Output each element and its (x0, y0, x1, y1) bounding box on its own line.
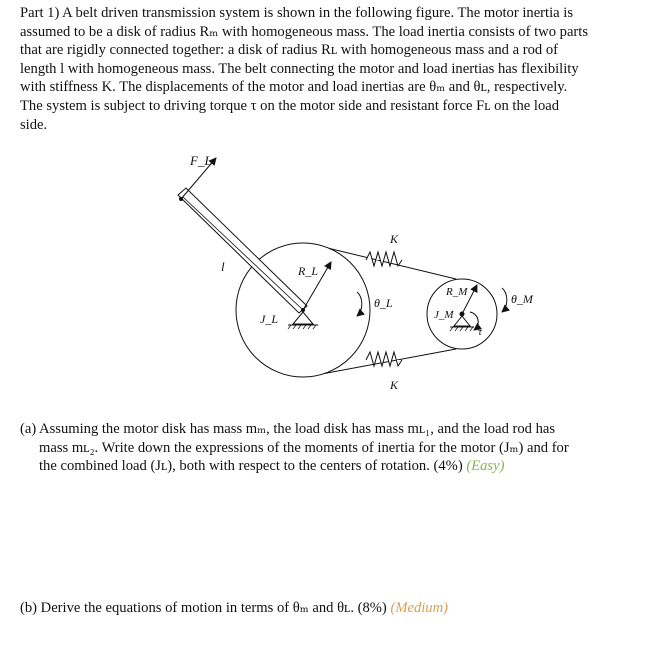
statement-line: side. (20, 116, 48, 133)
motor-inertia-label: J_M (434, 309, 454, 321)
difficulty-medium: (Medium) (390, 600, 448, 616)
difficulty-easy: (Easy) (466, 458, 505, 475)
load-inertia-label: J_L (260, 312, 278, 326)
load-radius-label: R_L (298, 264, 319, 278)
motor-angle-label: θ_M (511, 292, 533, 306)
motor-radius-label: R_M (446, 286, 468, 298)
statement-line: Part 1) A belt driven transmission system is shown in the following figure. The motor inertia is (20, 5, 574, 21)
statement-line: The system is subject to driving torque τ on the motor side and resistant force Fʟ on the load (20, 97, 560, 114)
rod-length-label: l (221, 259, 225, 274)
spring-bottom (366, 352, 402, 366)
question-a-line: mass mʟ₂. Write down the expressions of the moments of inertia for the motor (Jₘ) and for (39, 439, 569, 456)
question-b-text: (b) Derive the equations of motion in terms of θₘ and θʟ. (8%) (20, 600, 387, 616)
force-label: F_L (190, 153, 212, 168)
torque-label: τ (478, 326, 482, 338)
question-a (20, 420, 569, 476)
spring-top-label: K (390, 232, 399, 246)
motor-angle-arc (502, 288, 507, 312)
statement-line: with stiffness K. The displacements of the motor and load inertias are θₘ and θʟ, respectively. (20, 79, 568, 96)
statement-line: length l with homogeneous mass. The belt connecting the motor and load inertias has flexibility (20, 60, 579, 77)
statement-line: that are rigidly connected together: a disk of radius Rʟ with homogeneous mass and a rod of (20, 42, 558, 59)
load-angle-label: θ_L (374, 296, 393, 310)
spring-top (366, 252, 402, 266)
spring-bottom-label: K (390, 378, 399, 392)
question-a-line: the combined load (Jʟ), both with respect to the centers of rotation. (4%) (39, 458, 463, 475)
question-a-line: (a) Assuming the motor disk has mass mₘ, the load disk has mass mʟ₁, and the load rod has (20, 421, 556, 437)
question-b (20, 599, 448, 618)
statement-line: assumed to be a disk of radius Rₘ with homogeneous mass. The load inertia consists of two parts (20, 23, 589, 40)
